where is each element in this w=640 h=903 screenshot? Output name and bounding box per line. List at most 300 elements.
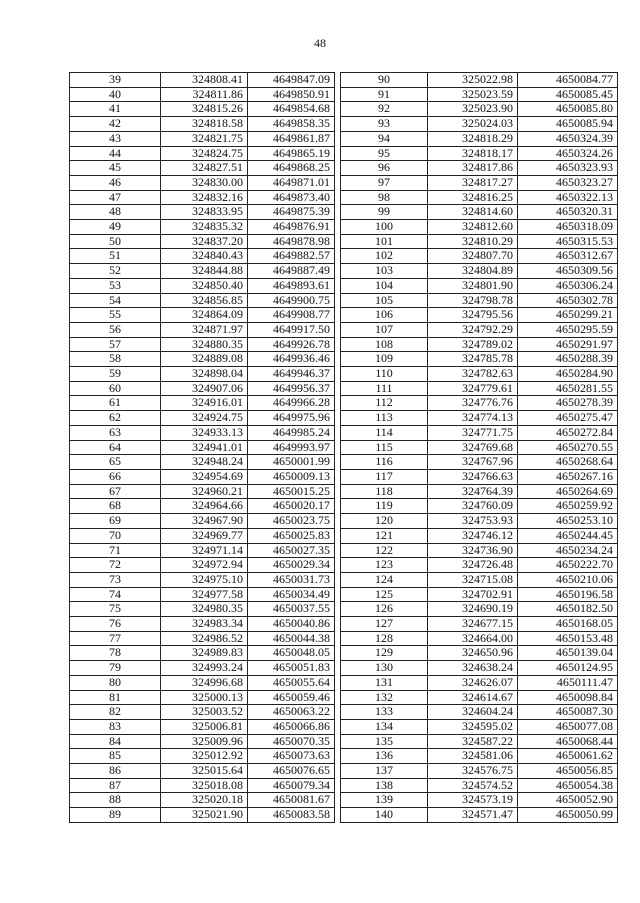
table-row [341,308,618,323]
x-coordinate-cell: 324767.96 [428,455,518,470]
table-row [70,749,335,764]
table-row [341,234,618,249]
point-number-cell: 43 [70,131,161,146]
point-number-cell: 136 [341,749,428,764]
x-coordinate-cell: 325020.18 [161,793,248,808]
point-number-cell: 42 [70,117,161,132]
y-coordinate-cell: 4650055.64 [248,675,335,690]
point-number-cell: 44 [70,146,161,161]
x-coordinate-cell: 324587.22 [428,734,518,749]
x-coordinate-cell: 324804.89 [428,264,518,279]
y-coordinate-cell: 4650056.85 [518,764,618,779]
y-coordinate-cell: 4649873.40 [248,190,335,205]
x-coordinate-cell: 324753.93 [428,514,518,529]
table-row [341,602,618,617]
table-row [70,175,335,190]
x-coordinate-cell: 324960.21 [161,484,248,499]
y-coordinate-cell: 4650312.67 [518,249,618,264]
table-row [70,278,335,293]
y-coordinate-cell: 4650284.90 [518,367,618,382]
x-coordinate-cell: 324746.12 [428,528,518,543]
y-coordinate-cell: 4650037.55 [248,602,335,617]
point-number-cell: 118 [341,484,428,499]
x-coordinate-cell: 325003.52 [161,705,248,720]
y-coordinate-cell: 4650087.30 [518,705,618,720]
table-row [341,264,618,279]
point-number-cell: 59 [70,367,161,382]
y-coordinate-cell: 4650323.93 [518,161,618,176]
x-coordinate-cell: 324840.43 [161,249,248,264]
y-coordinate-cell: 4649858.35 [248,117,335,132]
x-coordinate-cell: 324792.29 [428,322,518,337]
x-coordinate-cell: 324816.25 [428,190,518,205]
table-body [341,73,618,823]
y-coordinate-cell: 4649876.91 [248,220,335,235]
x-coordinate-cell: 324817.27 [428,175,518,190]
point-number-cell: 129 [341,646,428,661]
table-row [70,102,335,117]
x-coordinate-cell: 324832.16 [161,190,248,205]
table-row [70,146,335,161]
point-number-cell: 52 [70,264,161,279]
coordinates-table-right [340,72,618,823]
y-coordinate-cell: 4650029.34 [248,558,335,573]
table-row [341,161,618,176]
x-coordinate-cell: 324817.86 [428,161,518,176]
y-coordinate-cell: 4649878.98 [248,234,335,249]
table-row [70,367,335,382]
point-number-cell: 77 [70,631,161,646]
point-number-cell: 80 [70,675,161,690]
x-coordinate-cell: 324815.26 [161,102,248,117]
point-number-cell: 138 [341,778,428,793]
x-coordinate-cell: 324811.86 [161,87,248,102]
table-row [70,705,335,720]
y-coordinate-cell: 4650034.49 [248,587,335,602]
y-coordinate-cell: 4650320.31 [518,205,618,220]
point-number-cell: 83 [70,719,161,734]
x-coordinate-cell: 324769.68 [428,440,518,455]
x-coordinate-cell: 324638.24 [428,661,518,676]
point-number-cell: 124 [341,572,428,587]
x-coordinate-cell: 324771.75 [428,425,518,440]
x-coordinate-cell: 324967.90 [161,514,248,529]
table-row [341,381,618,396]
point-number-cell: 91 [341,87,428,102]
point-number-cell: 82 [70,705,161,720]
point-number-cell: 54 [70,293,161,308]
y-coordinate-cell: 4649882.57 [248,249,335,264]
point-number-cell: 126 [341,602,428,617]
table-row [70,117,335,132]
point-number-cell: 81 [70,690,161,705]
table-row [341,425,618,440]
table-row [70,440,335,455]
y-coordinate-cell: 4650270.55 [518,440,618,455]
y-coordinate-cell: 4650302.78 [518,293,618,308]
table-row [341,249,618,264]
x-coordinate-cell: 324818.17 [428,146,518,161]
x-coordinate-cell: 324989.83 [161,646,248,661]
point-number-cell: 120 [341,514,428,529]
point-number-cell: 65 [70,455,161,470]
table-row [70,617,335,632]
point-number-cell: 63 [70,425,161,440]
y-coordinate-cell: 4649936.46 [248,352,335,367]
point-number-cell: 78 [70,646,161,661]
point-number-cell: 96 [341,161,428,176]
y-coordinate-cell: 4650275.47 [518,411,618,426]
x-coordinate-cell: 325022.98 [428,73,518,88]
table-row [70,455,335,470]
x-coordinate-cell: 324833.95 [161,205,248,220]
point-number-cell: 50 [70,234,161,249]
x-coordinate-cell: 324993.24 [161,661,248,676]
point-number-cell: 99 [341,205,428,220]
y-coordinate-cell: 4650323.27 [518,175,618,190]
table-row [70,293,335,308]
x-coordinate-cell: 324898.04 [161,367,248,382]
x-coordinate-cell: 324789.02 [428,337,518,352]
x-coordinate-cell: 324664.00 [428,631,518,646]
x-coordinate-cell: 325009.96 [161,734,248,749]
y-coordinate-cell: 4650040.86 [248,617,335,632]
x-coordinate-cell: 324774.13 [428,411,518,426]
x-coordinate-cell: 324760.09 [428,499,518,514]
y-coordinate-cell: 4649956.37 [248,381,335,396]
point-number-cell: 90 [341,73,428,88]
x-coordinate-cell: 325021.90 [161,808,248,823]
table-row [341,749,618,764]
y-coordinate-cell: 4650210.06 [518,572,618,587]
table-row [70,469,335,484]
point-number-cell: 76 [70,617,161,632]
point-number-cell: 66 [70,469,161,484]
table-row [70,587,335,602]
y-coordinate-cell: 4649871.01 [248,175,335,190]
y-coordinate-cell: 4649917.50 [248,322,335,337]
y-coordinate-cell: 4650324.26 [518,146,618,161]
x-coordinate-cell: 324766.63 [428,469,518,484]
table-row [341,808,618,823]
point-number-cell: 130 [341,661,428,676]
point-number-cell: 58 [70,352,161,367]
point-number-cell: 108 [341,337,428,352]
table-row [341,558,618,573]
table-row [341,411,618,426]
point-number-cell: 57 [70,337,161,352]
table-row [341,528,618,543]
x-coordinate-cell: 324782.63 [428,367,518,382]
x-coordinate-cell: 325000.13 [161,690,248,705]
y-coordinate-cell: 4650244.45 [518,528,618,543]
x-coordinate-cell: 324996.68 [161,675,248,690]
table-row [70,499,335,514]
point-number-cell: 60 [70,381,161,396]
x-coordinate-cell: 324785.78 [428,352,518,367]
y-coordinate-cell: 4650111.47 [518,675,618,690]
table-row [341,278,618,293]
x-coordinate-cell: 324576.75 [428,764,518,779]
x-coordinate-cell: 324810.29 [428,234,518,249]
y-coordinate-cell: 4650253.10 [518,514,618,529]
table-row [341,587,618,602]
table-row [70,161,335,176]
y-coordinate-cell: 4649900.75 [248,293,335,308]
y-coordinate-cell: 4650031.73 [248,572,335,587]
point-number-cell: 48 [70,205,161,220]
y-coordinate-cell: 4650020.17 [248,499,335,514]
x-coordinate-cell: 324812.60 [428,220,518,235]
point-number-cell: 116 [341,455,428,470]
point-number-cell: 95 [341,146,428,161]
point-number-cell: 84 [70,734,161,749]
point-number-cell: 45 [70,161,161,176]
x-coordinate-cell: 324880.35 [161,337,248,352]
x-coordinate-cell: 325024.03 [428,117,518,132]
y-coordinate-cell: 4649893.61 [248,278,335,293]
x-coordinate-cell: 324964.66 [161,499,248,514]
point-number-cell: 97 [341,175,428,190]
table-row [70,234,335,249]
table-row [341,543,618,558]
point-number-cell: 70 [70,528,161,543]
table-row [70,764,335,779]
table-row [70,87,335,102]
x-coordinate-cell: 324779.61 [428,381,518,396]
y-coordinate-cell: 4650052.90 [518,793,618,808]
y-coordinate-cell: 4650278.39 [518,396,618,411]
x-coordinate-cell: 325023.59 [428,87,518,102]
point-number-cell: 89 [70,808,161,823]
y-coordinate-cell: 4650222.70 [518,558,618,573]
x-coordinate-cell: 324844.88 [161,264,248,279]
y-coordinate-cell: 4650299.21 [518,308,618,323]
y-coordinate-cell: 4650027.35 [248,543,335,558]
page-number: 48 [314,36,326,50]
x-coordinate-cell: 325023.90 [428,102,518,117]
point-number-cell: 79 [70,661,161,676]
x-coordinate-cell: 324924.75 [161,411,248,426]
x-coordinate-cell: 324954.69 [161,469,248,484]
table-row [341,631,618,646]
point-number-cell: 109 [341,352,428,367]
coordinates-table-left [69,72,335,823]
point-number-cell: 127 [341,617,428,632]
y-coordinate-cell: 4650051.83 [248,661,335,676]
x-coordinate-cell: 324972.94 [161,558,248,573]
table-row [70,675,335,690]
y-coordinate-cell: 4650050.99 [518,808,618,823]
x-coordinate-cell: 324986.52 [161,631,248,646]
x-coordinate-cell: 324983.34 [161,617,248,632]
x-coordinate-cell: 324941.01 [161,440,248,455]
point-number-cell: 135 [341,734,428,749]
x-coordinate-cell: 325012.92 [161,749,248,764]
table-row [341,220,618,235]
point-number-cell: 140 [341,808,428,823]
x-coordinate-cell: 324856.85 [161,293,248,308]
y-coordinate-cell: 4650098.84 [518,690,618,705]
table-row [341,337,618,352]
x-coordinate-cell: 324814.60 [428,205,518,220]
y-coordinate-cell: 4650070.35 [248,734,335,749]
x-coordinate-cell: 324889.08 [161,352,248,367]
y-coordinate-cell: 4649908.77 [248,308,335,323]
point-number-cell: 53 [70,278,161,293]
y-coordinate-cell: 4649875.39 [248,205,335,220]
point-number-cell: 69 [70,514,161,529]
table-row [70,661,335,676]
x-coordinate-cell: 324916.01 [161,396,248,411]
x-coordinate-cell: 324808.41 [161,73,248,88]
point-number-cell: 114 [341,425,428,440]
y-coordinate-cell: 4649868.25 [248,161,335,176]
x-coordinate-cell: 324818.29 [428,131,518,146]
y-coordinate-cell: 4650001.99 [248,455,335,470]
point-number-cell: 134 [341,719,428,734]
x-coordinate-cell: 324948.24 [161,455,248,470]
x-coordinate-cell: 324835.32 [161,220,248,235]
point-number-cell: 110 [341,367,428,382]
point-number-cell: 67 [70,484,161,499]
point-number-cell: 104 [341,278,428,293]
table-row [341,617,618,632]
x-coordinate-cell: 325015.64 [161,764,248,779]
y-coordinate-cell: 4650259.92 [518,499,618,514]
table-row [70,220,335,235]
point-number-cell: 131 [341,675,428,690]
x-coordinate-cell: 324726.48 [428,558,518,573]
y-coordinate-cell: 4649975.96 [248,411,335,426]
y-coordinate-cell: 4650084.77 [518,73,618,88]
table-row [341,778,618,793]
table-row [70,778,335,793]
y-coordinate-cell: 4650268.64 [518,455,618,470]
y-coordinate-cell: 4650295.59 [518,322,618,337]
x-coordinate-cell: 324604.24 [428,705,518,720]
point-number-cell: 87 [70,778,161,793]
point-number-cell: 113 [341,411,428,426]
y-coordinate-cell: 4650306.24 [518,278,618,293]
point-number-cell: 61 [70,396,161,411]
y-coordinate-cell: 4649993.97 [248,440,335,455]
point-number-cell: 125 [341,587,428,602]
table-row [341,396,618,411]
point-number-cell: 119 [341,499,428,514]
y-coordinate-cell: 4649887.49 [248,264,335,279]
y-coordinate-cell: 4650079.34 [248,778,335,793]
point-number-cell: 51 [70,249,161,264]
table-row [341,764,618,779]
table-row [341,734,618,749]
point-number-cell: 100 [341,220,428,235]
x-coordinate-cell: 324795.56 [428,308,518,323]
y-coordinate-cell: 4650009.13 [248,469,335,484]
x-coordinate-cell: 324581.06 [428,749,518,764]
y-coordinate-cell: 4649985.24 [248,425,335,440]
table-row [70,131,335,146]
y-coordinate-cell: 4649854.68 [248,102,335,117]
point-number-cell: 103 [341,264,428,279]
table-row [70,396,335,411]
table-row [70,558,335,573]
table-row [70,205,335,220]
y-coordinate-cell: 4650077.08 [518,719,618,734]
point-number-cell: 111 [341,381,428,396]
table-row [341,455,618,470]
x-coordinate-cell: 324573.19 [428,793,518,808]
point-number-cell: 94 [341,131,428,146]
table-row [70,308,335,323]
x-coordinate-cell: 324837.20 [161,234,248,249]
point-number-cell: 88 [70,793,161,808]
table-row [341,793,618,808]
table-row [70,190,335,205]
table-row [70,528,335,543]
x-coordinate-cell: 324971.14 [161,543,248,558]
table-row [341,175,618,190]
point-number-cell: 75 [70,602,161,617]
point-number-cell: 117 [341,469,428,484]
y-coordinate-cell: 4649966.28 [248,396,335,411]
x-coordinate-cell: 324798.78 [428,293,518,308]
y-coordinate-cell: 4649850.91 [248,87,335,102]
table-row [70,646,335,661]
y-coordinate-cell: 4650076.65 [248,764,335,779]
table-row [341,499,618,514]
table-row [70,411,335,426]
point-number-cell: 49 [70,220,161,235]
point-number-cell: 139 [341,793,428,808]
point-number-cell: 101 [341,234,428,249]
x-coordinate-cell: 324969.77 [161,528,248,543]
table-row [70,352,335,367]
x-coordinate-cell: 324871.97 [161,322,248,337]
point-number-cell: 137 [341,764,428,779]
x-coordinate-cell: 324650.96 [428,646,518,661]
y-coordinate-cell: 4649865.19 [248,146,335,161]
point-number-cell: 102 [341,249,428,264]
table-row [70,602,335,617]
point-number-cell: 40 [70,87,161,102]
x-coordinate-cell: 325006.81 [161,719,248,734]
y-coordinate-cell: 4649946.37 [248,367,335,382]
x-coordinate-cell: 324776.76 [428,396,518,411]
y-coordinate-cell: 4649847.09 [248,73,335,88]
table-row [70,484,335,499]
x-coordinate-cell: 324975.10 [161,572,248,587]
y-coordinate-cell: 4650048.05 [248,646,335,661]
y-coordinate-cell: 4650324.39 [518,131,618,146]
y-coordinate-cell: 4650063.22 [248,705,335,720]
y-coordinate-cell: 4650073.63 [248,749,335,764]
y-coordinate-cell: 4650309.56 [518,264,618,279]
point-number-cell: 121 [341,528,428,543]
y-coordinate-cell: 4650068.44 [518,734,618,749]
table-row [341,367,618,382]
point-number-cell: 107 [341,322,428,337]
x-coordinate-cell: 324864.09 [161,308,248,323]
table-row [341,440,618,455]
table-row [341,73,618,88]
x-coordinate-cell: 324977.58 [161,587,248,602]
y-coordinate-cell: 4650267.16 [518,469,618,484]
y-coordinate-cell: 4650085.94 [518,117,618,132]
x-coordinate-cell: 324626.07 [428,675,518,690]
y-coordinate-cell: 4650044.38 [248,631,335,646]
table-row [70,73,335,88]
